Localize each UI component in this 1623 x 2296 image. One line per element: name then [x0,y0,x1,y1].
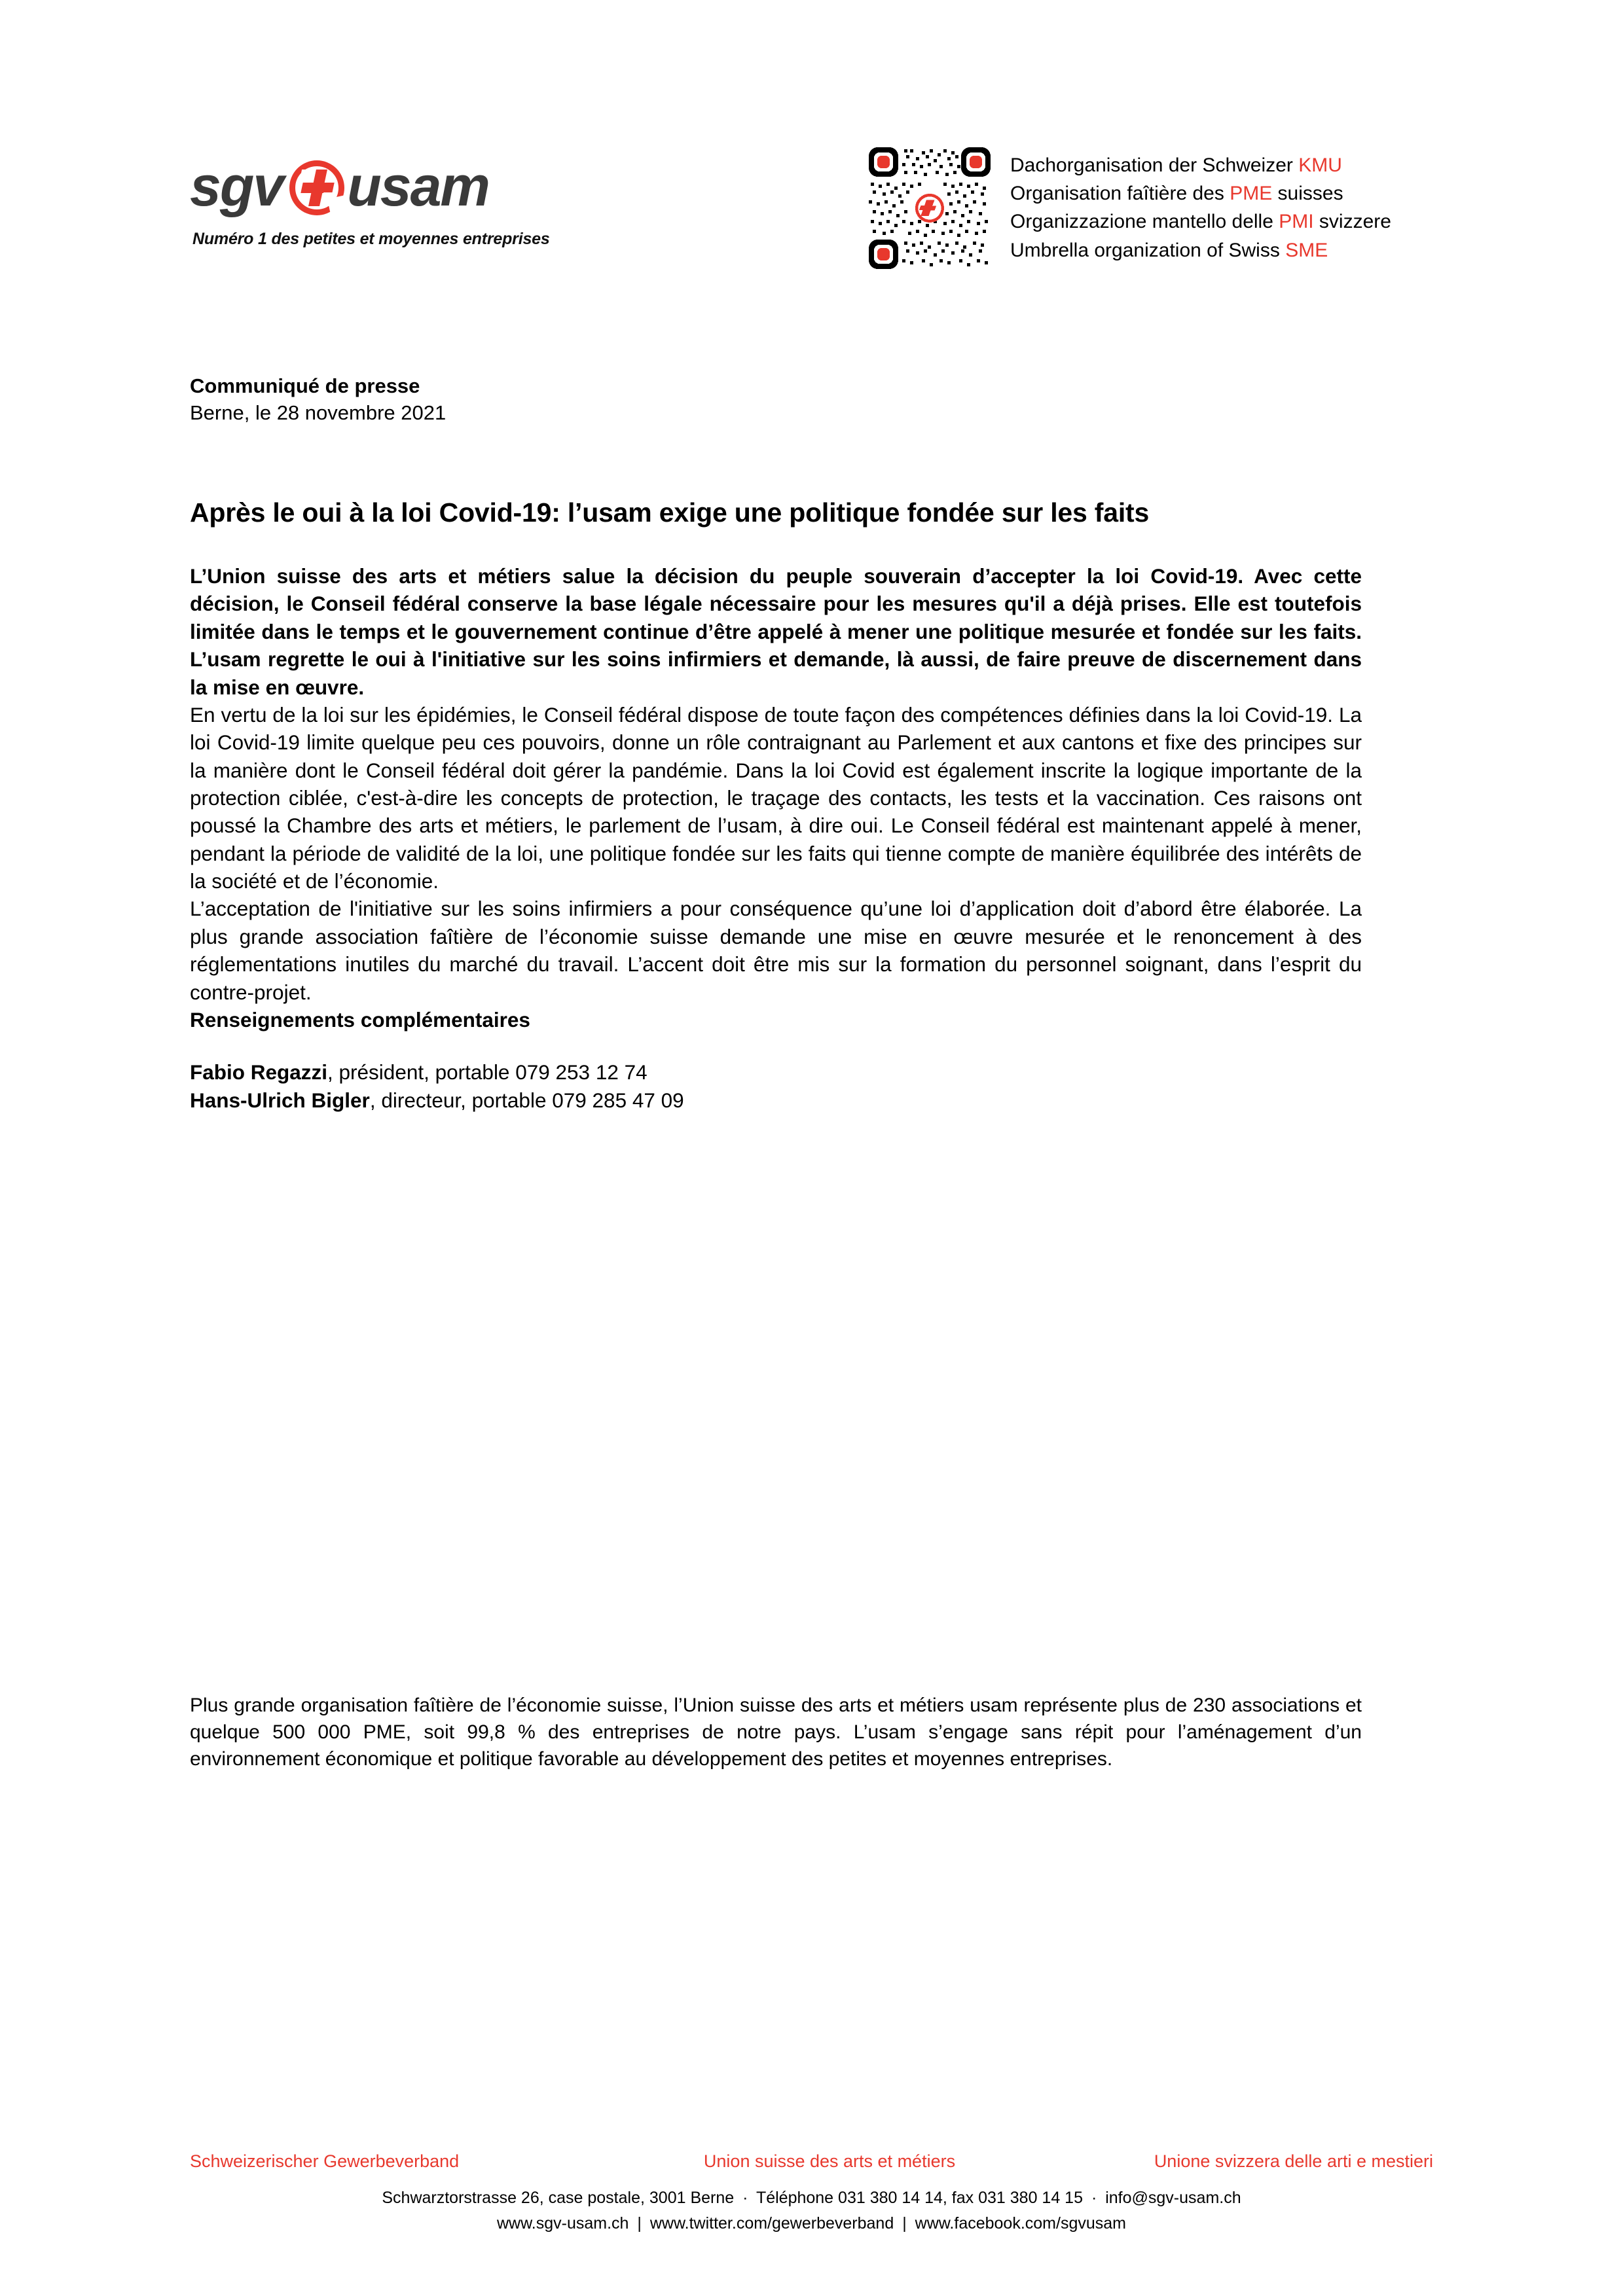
footer-separator-2: · [1091,2189,1097,2207]
contact-heading: Renseignements complémentaires [190,1007,530,1031]
logo-text-sgv: sgv [190,155,283,218]
contact-president-name: Fabio Regazzi [190,1060,328,1085]
boilerplate-paragraph: Plus grande organisation faîtière de l’économie suisse, l’Union suisse des arts et métiers usam représente plus de 230 associations et quelque 500 000 PME, soit 99,8 % des entreprises de notre pays. L’usam s’engage sans répit pour l’aménagement d’un environnement économique et politique favorable au développement des petites et moyennes entreprises. [190,1695,1362,1770]
contact-president [190,1058,1362,1086]
lead-paragraph: L’Union suisse des arts et métiers salue la décision du peuple souverain d’accepter la loi Covid-19. Avec cette décision, le Conseil fédéral conserve la base légale nécessaire pour les mesures qu'il a déjà prises. Elle est toutefois limitée dans le temps et le gouvernement continue d’être appelé à mener une politique mesurée et fondée sur les faits. L’usam regrette le oui à l'initiative sur les soins infirmiers et demande, là aussi, de faire preuve de discernement dans la mise en œuvre. [190,564,1362,699]
footer-pipe-2: | [902,2214,907,2233]
claim-lines [1010,147,1391,264]
logo-wordmark [190,154,609,219]
logo-tagline: Numéro 1 des petites et moyennes entreprises [192,230,550,248]
footer-twitter-link[interactable]: www.twitter.com/gewerbeverband [649,2214,894,2233]
page-title: Après le oui à la loi Covid-19: l’usam exige une politique fondée sur les faits [190,497,1150,528]
logo-text-usam: usam [347,155,489,218]
footer-name-it: Unione svizzera delle arti e mestieri [1154,2151,1433,2171]
footer-street-address: Schwarztorstrasse 26, case postale, 3001 Berne [382,2189,735,2207]
document-footer [0,2151,1623,2233]
footer-phone: Téléphone 031 380 14 14, fax 031 380 14 15 [756,2189,1083,2207]
footer-name-de: Schweizerischer Gewerbeverband [190,2151,460,2171]
claim-line-fr: Organisation faîtière des PME suisses [1010,183,1343,205]
claim-line-de: Dachorganisation der Schweizer KMU [1010,154,1342,176]
contact-director-name: Hans-Ulrich Bigler [190,1088,370,1112]
footer-facebook-link[interactable]: www.facebook.com/sgvusam [915,2214,1126,2233]
footer-links-line [0,2214,1623,2233]
contact-director-role: , directeur, portable 079 285 47 09 [369,1088,684,1112]
document-body [190,373,1362,1114]
body-paragraph-1: En vertu de la loi sur les épidémies, le Conseil fédéral dispose de toute façon des compétences définies dans la loi Covid-19. La loi Covid-19 limite quelque peu ces pouvoirs, donne un rôle contraignant au Parlement et aux cantons et fixe des principes sur la manière dont le Conseil fédéral doit gérer la pandémie. Dans la loi Covid est également inscrite la logique importante de la protection ciblée, c'est-à-dire les concepts de protection, le traçage des contacts, les tests et la vaccination. Ces raisons ont poussé la Chambre des arts et métiers, le parlement de l’usam, à dire oui. Le Conseil fédéral est maintenant appelé à mener, pendant la période de validité de la loi, une politique fondée sur les faits qui tienne compte de manière équilibrée des intérêts de la société et de l’économie. [190,702,1362,893]
footer-website-link[interactable]: www.sgv-usam.ch [496,2214,629,2233]
qr-code-icon [869,147,991,269]
footer-language-names [0,2151,1623,2172]
sgv-usam-logo [190,154,609,249]
document-kind: Communiqué de presse [190,374,420,397]
claim-line-en: Umbrella organization of Swiss SME [1010,239,1328,261]
footer-separator-1: · [742,2189,748,2207]
claim-line-it: Organizzazione mantello delle PMI svizzere [1010,211,1391,233]
footer-pipe-1: | [637,2214,642,2233]
dateline: Berne, le 28 novembre 2021 [190,401,447,424]
contact-president-role: , président, portable 079 253 12 74 [327,1060,647,1085]
body-paragraph-2: L’acceptation de l'initiative sur les soins infirmiers a pour conséquence qu’une loi d’application doit d’abord être élaborée. La plus grande association faîtière de l’économie suisse demande une mise en œuvre mesurée et le renoncement à des réglementations inutiles du marché du travail. L’accent doit être mis sur la formation du personnel soignant, dans l’esprit du contre-projet. [190,897,1362,1004]
footer-name-fr: Union suisse des arts et métiers [703,2151,956,2171]
contact-director [190,1086,1362,1114]
usam-swiss-cross-icon [289,160,344,215]
claim-block [869,147,1391,269]
footer-email-link[interactable]: info@sgv-usam.ch [1105,2189,1241,2207]
document-header [0,147,1623,278]
footer-address-line [0,2189,1623,2208]
